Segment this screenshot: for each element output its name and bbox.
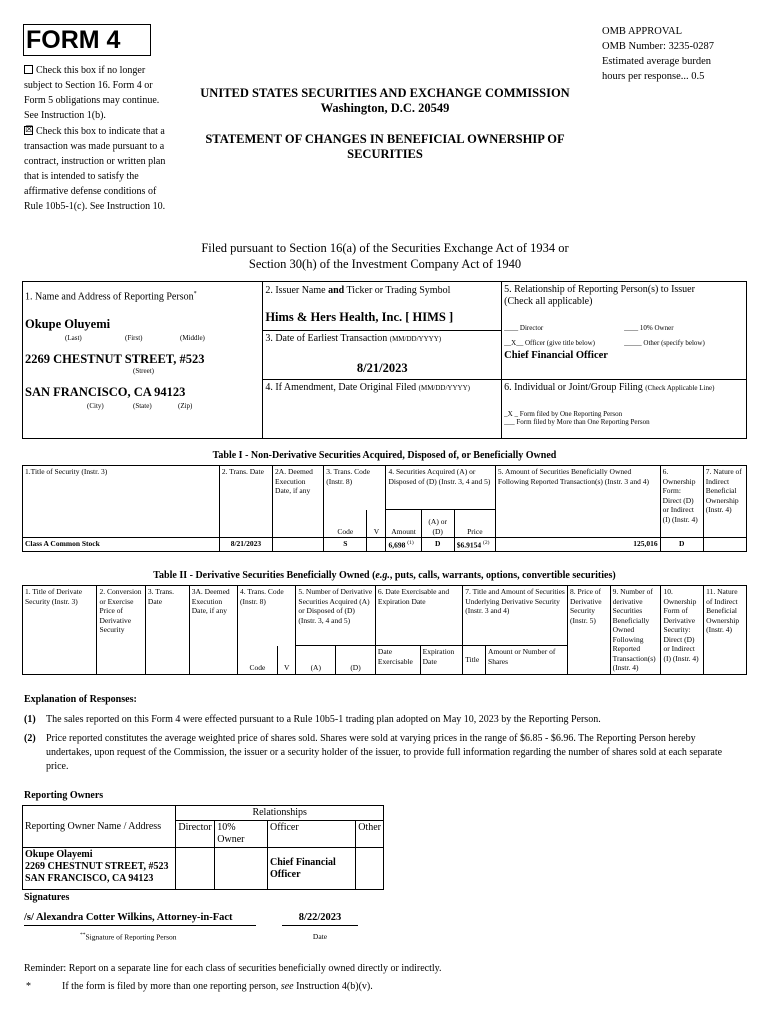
ro-owner (23, 848, 176, 890)
footnote-1-link[interactable]: (1) (407, 540, 414, 546)
table2 (22, 585, 747, 675)
box1-label-mark: * (193, 291, 197, 297)
ro-officer-cell: Chief Financial Officer (268, 848, 356, 890)
t1-h2a: 2A. Deemed Execution Date, if any (273, 466, 324, 538)
t2-date-ex: Date Exercisable (375, 646, 420, 674)
box2-label-b: and (328, 285, 345, 296)
street-value: 2269 CHESTNUT STREET, #523 (25, 352, 205, 367)
ro-col-off: Officer (268, 821, 356, 848)
other-option[interactable]: _____ Other (specify below) (624, 339, 705, 347)
agency-name: UNITED STATES SECURITIES AND EXCHANGE COMMISSION (200, 86, 570, 100)
statement-title-1: STATEMENT OF CHANGES IN BENEFICIAL OWNERSHIP OF (205, 132, 565, 146)
earliest-transaction-date: 8/21/2023 (356, 361, 408, 375)
box3-earliest-date (263, 331, 502, 380)
filed-by-more-option[interactable]: ___ Form filed by More than One Reporting Person (504, 418, 650, 426)
t1-h7: 7. Nature of Indirect Beneficial Ownership (Instr. 4) (703, 466, 746, 538)
t1-row-price-cell (454, 538, 495, 552)
ro-owner-addr2: SAN FRANCISCO, CA 94123 (25, 873, 154, 884)
footnote-2-num: (2) (24, 733, 36, 744)
t1-h2: 2. Trans. Date (219, 466, 272, 538)
t1-row-owned: 125,016 (495, 538, 660, 552)
t1-row-form: D (660, 538, 703, 552)
signature-label (80, 932, 177, 942)
t2-title-col: Title (463, 646, 486, 674)
t2-h8: 8. Price of Derivative Security (Instr. 5) (567, 586, 610, 675)
box2-issuer (263, 282, 502, 331)
table2-title-eg: e.g. (375, 570, 390, 581)
t2-h2: 2. Conversion or Exercise Price of Derivative Security (97, 586, 145, 675)
t1-row-deemed (273, 538, 324, 552)
reporting-header-table (22, 281, 747, 439)
omb-line4: hours per response... 0.5 (602, 71, 705, 82)
signatures-title: Signatures (24, 892, 70, 903)
footnote-1-text: The sales reported on this Form 4 were effected pursuant to a Rule 10b5-1 trading plan adopted on May 10, 2023 by the Reporting Person. (46, 714, 601, 725)
box3-label: 3. Date of Earliest Transaction (265, 333, 388, 344)
form-title: FORM 4 (23, 24, 151, 56)
ro-col-rel: Relationships (176, 806, 384, 821)
box5-label-1: 5. Relationship of Reporting Person(s) to Issuer (504, 284, 695, 295)
reporting-owners-table (22, 805, 384, 890)
director-option[interactable]: ____ Director (504, 324, 544, 332)
footer-star-text (62, 981, 373, 992)
ro-other-cell (356, 848, 384, 890)
box2-label-a: 2. Issuer Name (265, 285, 329, 296)
t1-row-code: S (324, 538, 367, 552)
t1-h6: 6. Ownership Form: Direct (D) or Indirect (I) (Instr. 4) (660, 466, 703, 538)
box4-label: 4. If Amendment, Date Original Filed (265, 382, 417, 393)
rule10b5-check (24, 124, 172, 214)
filed-by-one-option[interactable]: _X _ Form filed by One Reporting Person (504, 410, 623, 418)
table-row (23, 848, 384, 890)
t2-h6: 6. Date Exercisable and Expiration Date (375, 586, 462, 646)
ro-col-name: Reporting Owner Name / Address (23, 806, 176, 848)
table2-title-a: Table II - Derivative Securities Beneficially Owned ( (153, 570, 376, 581)
t1-price: Price (454, 510, 495, 538)
t1-row-nature (703, 538, 746, 552)
omb-line2: OMB Number: 3235-0287 (602, 41, 714, 52)
footnote-2-link[interactable]: (2) (483, 540, 490, 546)
signer-name: /s/ Alexandra Cotter Wilkins, Attorney-in-Fact (24, 912, 256, 926)
t1-row-price: $6.9154 (456, 540, 482, 550)
filed-pursuant-2: Section 30(h) of the Investment Company Act of 1940 (248, 257, 522, 271)
reporting-owners-title: Reporting Owners (24, 790, 104, 801)
t2-h7: 7. Title and Amount of Securities Underlying Derivative Security (Instr. 3 and 4) (463, 586, 568, 646)
t1-h4: 4. Securities Acquired (A) or Disposed of (D) (Instr. 3, 4 and 5) (386, 466, 495, 510)
footer-star-see: see (280, 981, 294, 992)
ten-pct-option[interactable]: ____ 10% Owner (624, 324, 674, 332)
table2-title (22, 570, 747, 581)
zip-label: (Zip) (178, 402, 193, 411)
signature-mark: ** (80, 932, 86, 938)
t1-code: Code (324, 510, 367, 538)
table1 (22, 465, 747, 552)
omb-line3: Estimated average burden (602, 56, 712, 67)
agency-city: Washington, D.C. 20549 (320, 101, 450, 115)
last-label: (Last) (65, 334, 82, 343)
t1-row-security: Class A Common Stock (23, 538, 220, 552)
t2-exp: Expiration Date (420, 646, 463, 674)
state-label: (State) (133, 402, 152, 411)
box4-amendment (263, 380, 502, 439)
date-label: Date (312, 932, 328, 941)
t2-h10: 10. Ownership Form of Derivative Security: Direct (D) or Indirect (I) (Instr. 4) (661, 586, 704, 675)
t2-a: (A) (296, 646, 336, 674)
t1-row-date: 8/21/2023 (219, 538, 272, 552)
table-row (23, 538, 747, 552)
t1-row-amount: 6,698 (388, 540, 406, 550)
table2-title-b: , puts, calls, warrants, options, convertible securities) (389, 570, 616, 581)
t2-code: Code (238, 646, 278, 674)
ro-ten-cell (215, 848, 268, 890)
reminder-text: Reminder: Report on a separate line for each class of securities beneficially owned directly or indirectly. (24, 963, 442, 974)
box1-reporting-person (23, 282, 263, 439)
footnote-2 (24, 732, 744, 774)
t1-h5: 5. Amount of Securities Beneficially Owned Following Reported Transaction(s) (Instr. 3 and 4) (495, 466, 660, 538)
table1-title: Table I - Non-Derivative Securities Acquired, Disposed of, or Beneficially Owned (212, 450, 557, 461)
t1-row-amount-cell (386, 538, 421, 552)
middle-label: (Middle) (180, 334, 205, 343)
t2-amount-col: Amount or Number of Shares (486, 646, 568, 674)
ro-owner-addr1: 2269 CHESTNUT STREET, #523 (25, 861, 169, 872)
footer-star-text-a: If the form is filed by more than one reporting person, (62, 981, 281, 992)
section16-checkbox[interactable] (24, 65, 33, 74)
ro-owner-name: Okupe Olayemi (25, 849, 93, 860)
t2-v: V (277, 646, 296, 674)
box4-label-fmt: (MM/DD/YYYY) (418, 384, 470, 392)
t1-aord: (A) or (D) (421, 510, 454, 538)
officer-option[interactable]: __X__ Officer (give title below) (504, 339, 595, 347)
section16-text: Check this box if no longer subject to Section 16. Form 4 or Form 5 obligations may continue. See Instruction 1(b). (24, 65, 160, 121)
city-value: SAN FRANCISCO, CA 94123 (25, 385, 186, 400)
box6-filing (502, 380, 747, 439)
box6-label-sub: (Check Applicable Line) (645, 384, 715, 392)
street-label: (Street) (133, 367, 154, 376)
t2-h11: 11. Nature of Indirect Beneficial Ownership (Instr. 4) (704, 586, 747, 675)
t1-h1: 1.Title of Security (Instr. 3) (23, 466, 220, 538)
t1-h3: 3. Trans. Code (Instr. 8) (324, 466, 386, 510)
t2-h5: 5. Number of Derivative Securities Acquired (A) or Disposed of (D) (Instr. 3, 4 and 5) (296, 586, 376, 646)
city-label: (City) (87, 402, 104, 411)
ro-director-cell (176, 848, 215, 890)
box3-label-fmt: (MM/DD/YYYY) (389, 335, 442, 343)
rule10b5-text: Check this box to indicate that a transaction was made pursuant to a contract, instruction or written plan that is intended to satisfy the affirmative defense conditions of Rule 10b5-1(c). See Instruction 10. (24, 126, 166, 212)
t2-h1: 1. Title of Derivate Security (Instr. 3) (23, 586, 97, 675)
footnote-1-num: (1) (24, 714, 36, 725)
box2-label-c: Ticker or Trading Symbol (344, 285, 451, 296)
ro-col-oth: Other (356, 821, 384, 848)
t2-h3a: 3A. Deemed Execution Date, if any (189, 586, 237, 675)
footer-star-text-b: Instruction 4(b)(v). (293, 981, 373, 992)
box5-label-2: (Check all applicable) (504, 296, 593, 307)
box6-label: 6. Individual or Joint/Group Filing (504, 382, 643, 393)
footnote-1 (24, 713, 744, 727)
omb-line1: OMB APPROVAL (602, 26, 683, 37)
t2-h3: 3. Trans. Date (145, 586, 189, 675)
explanation-title: Explanation of Responses: (24, 694, 137, 705)
ro-col-ten: 10% Owner (215, 821, 268, 848)
t1-row-v (367, 538, 386, 552)
signature-label-text: Signature of Reporting Person (85, 932, 177, 942)
t2-h9: 9. Number of derivative Securities Beneficially Owned Following Reported Transaction(s) (Instr. 4) (610, 586, 661, 675)
reporting-person-name: Okupe Oluyemi (25, 317, 111, 332)
t1-v: V (367, 510, 386, 538)
t2-d: (D) (336, 646, 376, 674)
omb-approval (602, 24, 714, 84)
rule10b5-checkbox[interactable]: ☒ (25, 125, 34, 136)
section16-check (24, 63, 172, 123)
t1-row-aord: D (421, 538, 454, 552)
box1-label: 1. Name and Address of Reporting Person (25, 291, 194, 303)
officer-title: Chief Financial Officer (504, 350, 608, 361)
t1-amount: Amount (386, 510, 421, 538)
footer-star: * (26, 981, 31, 992)
ro-col-dir: Director (176, 821, 215, 848)
first-label: (First) (125, 334, 143, 343)
filed-pursuant-1: Filed pursuant to Section 16(a) of the Securities Exchange Act of 1934 or (201, 241, 569, 255)
box5-relationship (502, 282, 747, 380)
issuer-name: Hims & Hers Health, Inc. [ HIMS ] (265, 310, 454, 324)
statement-title-2: SECURITIES (347, 147, 423, 161)
footnote-2-text: Price reported constitutes the average weighted price of shares sold. Shares were sold at varying prices in the range of $6.85 - $6.96. The Reporting Person hereby undertakes, upon request of the Commission, the issuer or a security holder of the issuer, to provide full information regarding the number of shares sold at each separate price. (46, 733, 723, 772)
t2-h4: 4. Trans. Code (Instr. 8) (238, 586, 296, 646)
signature-date: 8/22/2023 (282, 912, 358, 926)
